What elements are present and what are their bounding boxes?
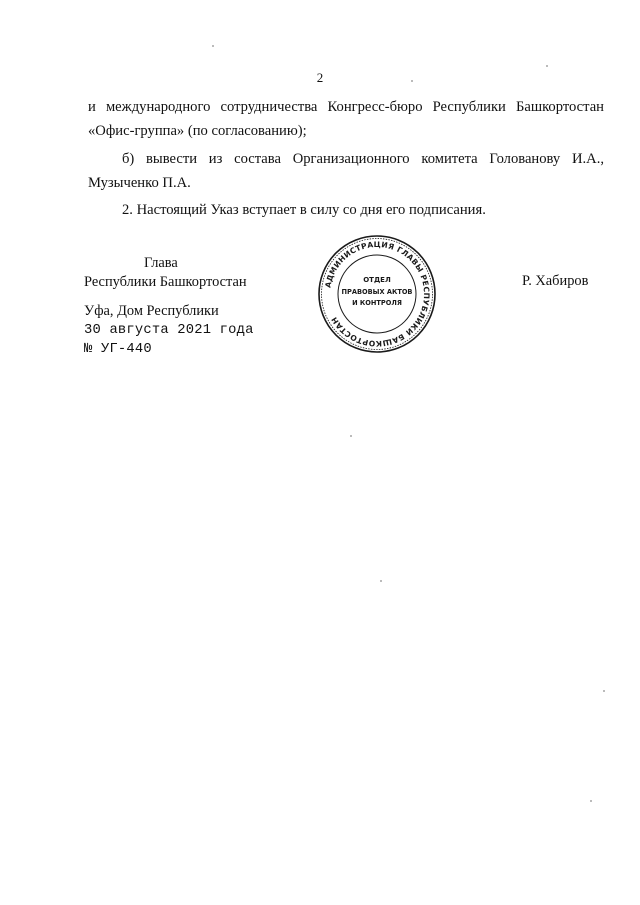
- signer-name: Р. Хабиров: [522, 273, 589, 289]
- paragraph-line-4: Музыченко П.А.: [88, 175, 191, 191]
- stamp-center-line-3: И КОНТРОЛЯ: [352, 299, 402, 307]
- scan-speck: [546, 65, 548, 67]
- stamp-center-line-1: ОТДЕЛ: [363, 276, 391, 284]
- paragraph-line-1: и международного сотрудничества Конгресс-бюро Республики Башкортостан: [88, 99, 604, 115]
- signing-date: 30 августа 2021 года: [84, 323, 254, 338]
- paragraph-line-2: «Офис-группа» (по согласованию);: [88, 123, 307, 139]
- stamp-ring-text: АДМИНИСТРАЦИЯ ГЛАВЫ РЕСПУБЛИКИ БАШКОРТОСТАН: [323, 239, 432, 349]
- scan-speck: [411, 80, 413, 82]
- scan-speck: [350, 435, 352, 437]
- scan-speck: [380, 580, 382, 582]
- paragraph-line-3: б) вывести из состава Организационного комитета Голованову И.А.,: [122, 151, 604, 167]
- page-number: 2: [316, 70, 324, 85]
- signature-title-block: [84, 254, 284, 292]
- paragraph-line-5: 2. Настоящий Указ вступает в силу со дня его подписания.: [122, 202, 486, 218]
- decree-number: № УГ-440: [84, 342, 152, 357]
- signature-title-line-1: Глава: [144, 255, 178, 271]
- signing-location: Уфа, Дом Республики: [84, 303, 219, 319]
- place-date-block: [84, 302, 254, 359]
- official-stamp: [316, 233, 438, 355]
- scan-speck: [603, 690, 605, 692]
- stamp-center-line-2: ПРАВОВЫХ АКТОВ: [341, 288, 413, 296]
- scan-speck: [590, 800, 592, 802]
- scan-speck: [212, 45, 214, 47]
- signature-title-line-2: Республики Башкортостан: [84, 274, 247, 290]
